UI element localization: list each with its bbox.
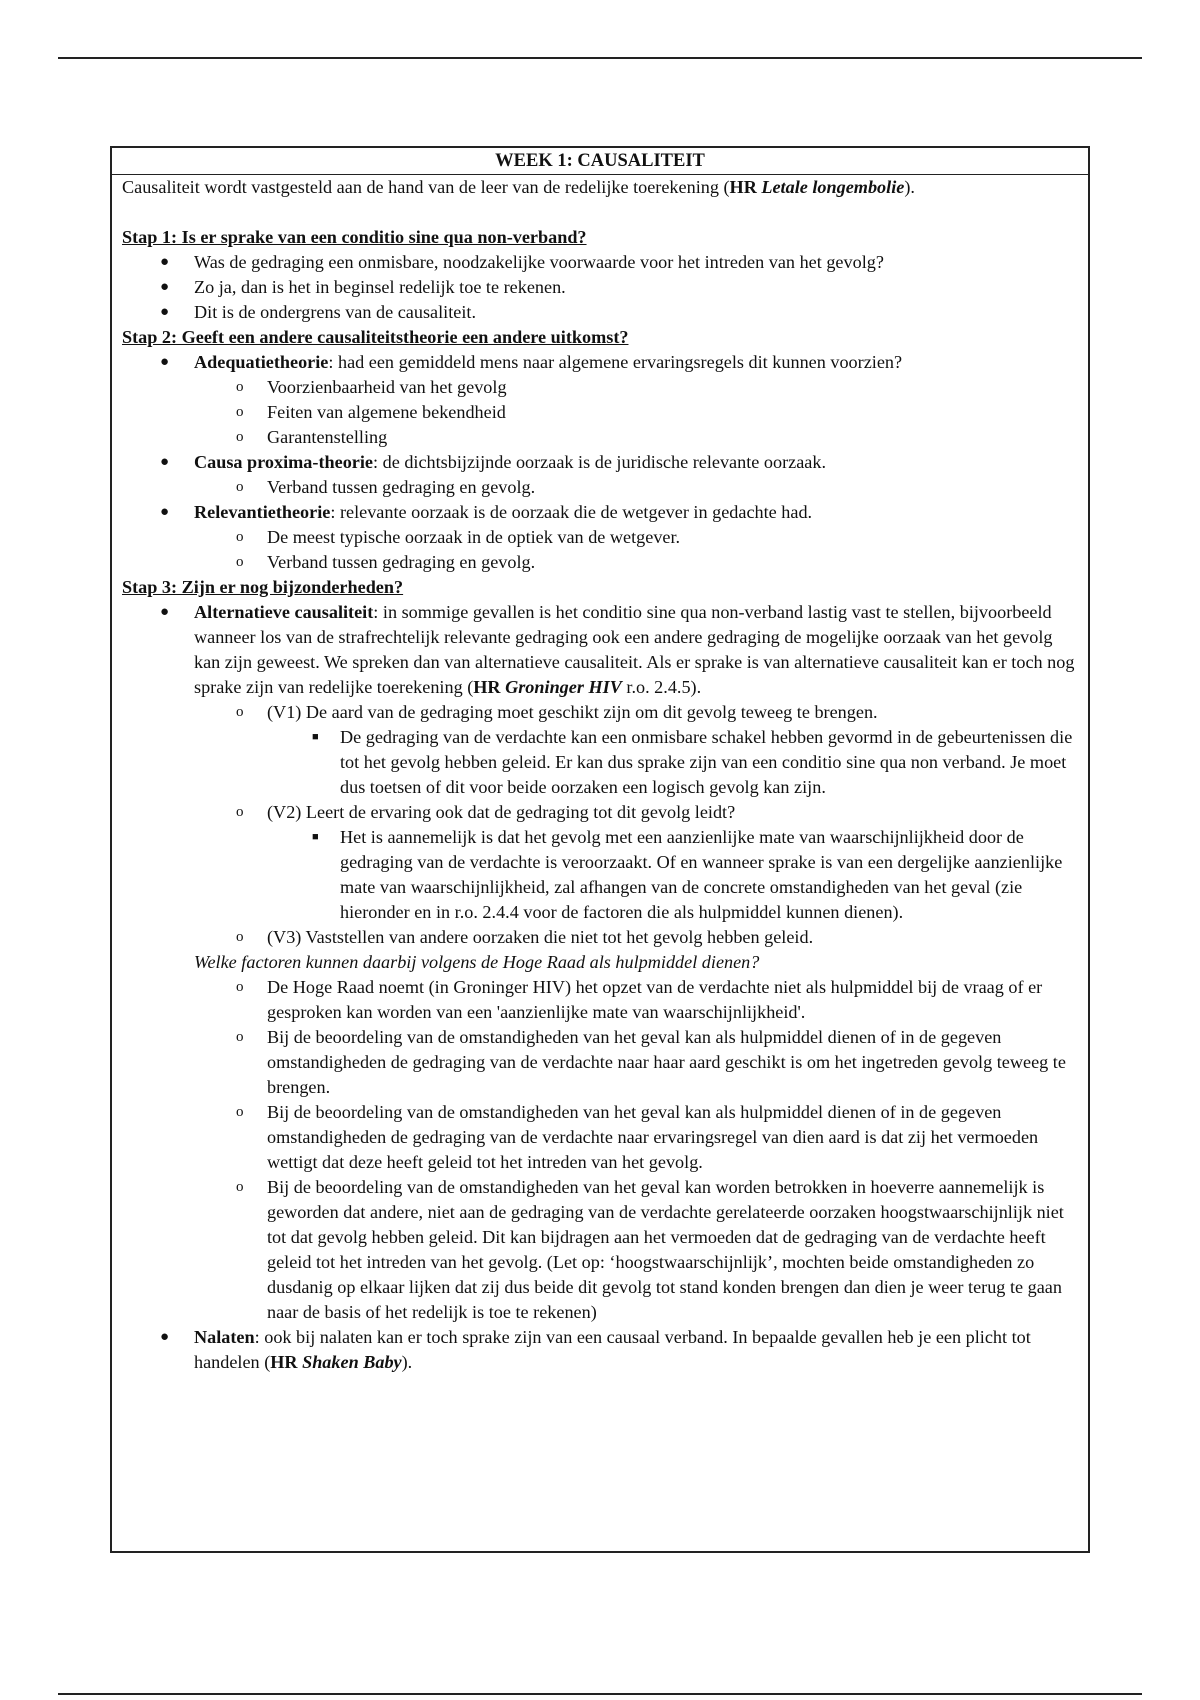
document-content — [112, 175, 1088, 1375]
stap3-list — [122, 600, 1078, 1375]
list-item-alternatieve: ● Alternatieve causaliteit: in sommige gevallen is het conditio sine qua non-verband lastig vast te stellen, bijvoorbeeld wanneer los van de strafrechtelijk relevante gedraging ook een andere gedraging de mogelijke oorzaak van het gevolg kan zijn geweest. We spreken dan van alternatieve causaliteit. Als er sprake is van alternatieve causaliteit kan er toch nog sprake zijn van redelijke toerekening (HR Groninger HIV r.o. 2.4.5). — [160, 602, 1075, 697]
factor-item: o Bij de beoordeling van de omstandigheden van het geval kan worden betrokken in hoeverre aannemelijk is geworden dat andere, niet aan de gedraging van de verdachte gerelateerde oorzaken hoogstwaarschijnlijk niet tot dat gevolg hebben geleid. Dit kan bijdragen aan het vermoeden dat de gedraging van de verdachte heeft geleid tot het intreden van het gevolg. (Let op: ‘hoogstwaarschijnlijk’, mochten beide omstandigheden zo dusdanig op elkaar lijken dat zij dus beide dit gevolg tot stand konden brengen dan dien je weer terug te gaan naar de basis of het redelijk is toe te rekenen) — [236, 1177, 1064, 1322]
sub-sub-item: ■ De gedraging van de verdachte kan een onmisbare schakel hebben gevormd in de gebeurtenissen die tot het gevolg hebben geleid. Er kan dus sprake zijn van een conditio sine qua non verband. Je moet dus toetsen of dit voor beide oorzaken een logisch gevolg kan zijn. — [312, 727, 1073, 797]
page-title: WEEK 1: CAUSALITEIT — [112, 148, 1088, 175]
stap1-heading: Stap 1: Is er sprake van een conditio sine qua non-verband? — [122, 227, 587, 247]
factor-item: o Bij de beoordeling van de omstandigheden van het geval kan als hulpmiddel dienen of in de gegeven omstandigheden de gedraging van de verdachte naar haar aard geschikt is om het ingetreden gevolg teweeg te brengen. — [236, 1027, 1066, 1097]
sub-item: o Verband tussen gedraging en gevolg. — [236, 477, 536, 497]
list-item: ● Dit is de ondergrens van de causaliteit. — [160, 302, 476, 322]
stap3-heading: Stap 3: Zijn er nog bijzonderheden? — [122, 577, 404, 597]
footer-rule — [58, 1693, 1142, 1695]
list-item-proxima: ● Causa proxima-theorie: de dichtsbijzijnde oorzaak is de juridische relevante oorzaak. — [160, 452, 826, 472]
list-item-nalaten: ● Nalaten: ook bij nalaten kan er toch sprake zijn van een causaal verband. In bepaalde gevallen heb je een plicht tot handelen (HR Shaken Baby). — [160, 1327, 1031, 1372]
stap1-list — [122, 250, 1078, 325]
sub-item: o Verband tussen gedraging en gevolg. — [236, 552, 536, 572]
sub-item-v3: o (V3) Vaststellen van andere oorzaken die niet tot het gevolg hebben geleid. — [236, 927, 814, 947]
intro-paragraph: Causaliteit wordt vastgesteld aan de hand van de leer van de redelijke toerekening (HR Letale longembolie). — [122, 177, 915, 197]
sub-item: o Voorzienbaarheid van het gevolg — [236, 377, 507, 397]
factors-question: Welke factoren kunnen daarbij volgens de Hoge Raad als hulpmiddel dienen? — [194, 952, 760, 972]
stap2-list — [122, 350, 1078, 575]
list-item: ● Zo ja, dan is het in beginsel redelijk toe te rekenen. — [160, 277, 566, 297]
sub-item-v1: o (V1) De aard van de gedraging moet geschikt zijn om dit gevolg teweeg te brengen. — [236, 702, 878, 722]
header-rule — [58, 57, 1142, 59]
list-item-relevantie: ● Relevantietheorie: relevante oorzaak is de oorzaak die de wetgever in gedachte had. — [160, 502, 813, 522]
document-box — [110, 146, 1090, 1553]
factor-item: o Bij de beoordeling van de omstandigheden van het geval kan als hulpmiddel dienen of in de gegeven omstandigheden de gedraging van de verdachte naar ervaringsregel van dien aard is dat zij het vermoeden wettigt dat deze heeft geleid tot het intreden van het gevolg. — [236, 1102, 1039, 1172]
sub-item-v2: o (V2) Leert de ervaring ook dat de gedraging tot dit gevolg leidt? — [236, 802, 736, 822]
list-item-adequatie: ● Adequatietheorie: had een gemiddeld mens naar algemene ervaringsregels dit kunnen voorzien? — [160, 352, 903, 372]
stap2-heading: Stap 2: Geeft een andere causaliteitstheorie een andere uitkomst? — [122, 327, 629, 347]
sub-item: o Feiten van algemene bekendheid — [236, 402, 506, 422]
sub-item: o De meest typische oorzaak in de optiek van de wetgever. — [236, 527, 681, 547]
list-item: ● Was de gedraging een onmisbare, noodzakelijke voorwaarde voor het intreden van het gevolg? — [160, 252, 884, 272]
sub-item: o Garantenstelling — [236, 427, 388, 447]
factor-item: o De Hoge Raad noemt (in Groninger HIV) het opzet van de verdachte niet als hulpmiddel bij de vraag of er gesproken kan worden van een 'aanzienlijke mate van waarschijnlijkheid'. — [236, 977, 1043, 1022]
sub-sub-item: ■ Het is aannemelijk is dat het gevolg met een aanzienlijke mate van waarschijnlijkheid door de gedraging van de verdachte is veroorzaakt. Of en wanneer sprake is van een dergelijke aanzienlijke mate van waarschijnlijkheid, zal afhangen van de concrete omstandigheden van het geval (zie hieronder en in r.o. 2.4.4 voor de factoren die als hulpmiddel kunnen dienen). — [312, 827, 1063, 922]
